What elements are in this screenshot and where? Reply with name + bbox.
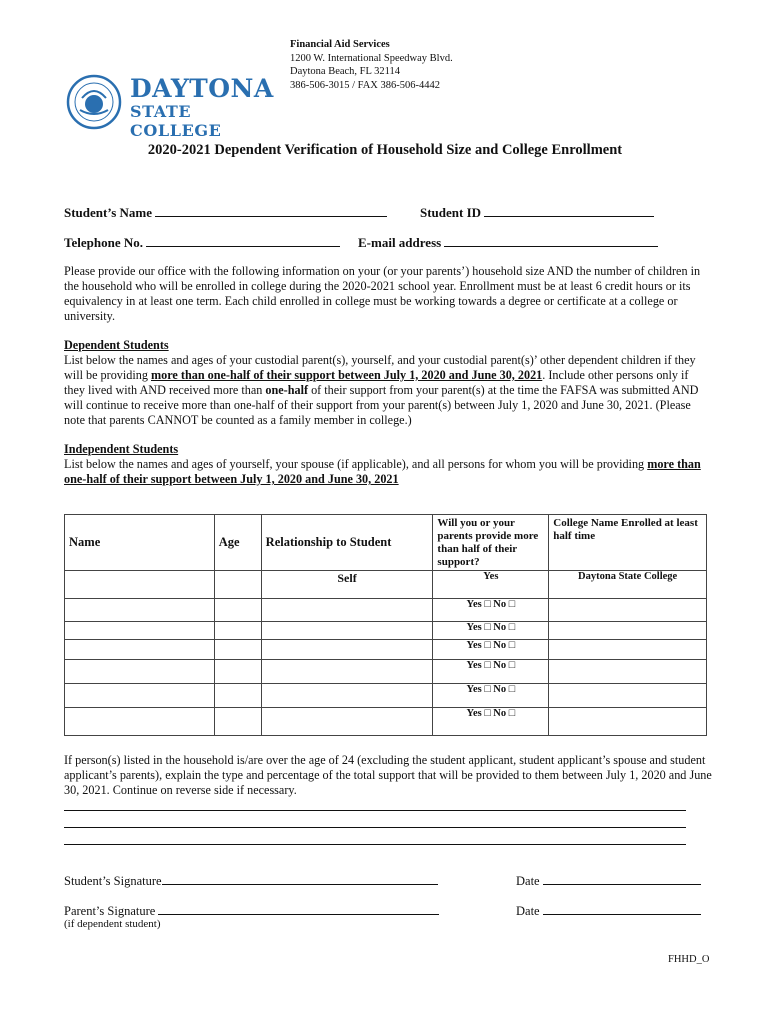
self-relationship: Self — [261, 571, 433, 599]
form-code: FHHD_O — [668, 954, 710, 965]
table-header-row — [65, 515, 707, 571]
over-24-paragraph: If person(s) listed in the household is/are over the age of 24 (excluding the student applicant, student applicant’s spouse and student applicant’s parents), explain the type and percentage of the total support that will be provided to them between July 1, 2020 and June 30, 2021. Continue on reverse side if necessary. — [64, 753, 712, 797]
intro-paragraph: Please provide our office with the following information on your (or your parents’) household size AND the number of children in the household who will be enrolled in college during the 2020-2021 school year. Enrollment must be at least 6 credit hours or its equivalency in at least one term. Each child enrolled in college must be working towards a degree or certificate at a college or university. — [64, 264, 701, 323]
table-row[interactable] — [65, 622, 707, 640]
independent-section: Independent Students List below the names and ages of yourself, your spouse (if applicable), and all persons for whom you will be providing more than one-half of their support between July 1, 2020 and June 30, 2021 — [64, 442, 701, 486]
logo-wordmark: DAYTONA — [130, 74, 274, 103]
independent-heading: Independent Students — [64, 442, 179, 456]
dependent-section: Dependent Students List below the names and ages of your custodial parent(s), yourself, and your custodial parent(s)’ other dependent children if they will be providing more than one-half of their support between July 1, 2020 and June 30, 2021. Include other persons only if they lived with AND received more than one-half of their support from your parent(s) at the time the FAFSA was submitted AND will continue to receive more than one-half of their support from your parent(s) between July 1, 2020 and June 30, 2021. (Please note that parents CANNOT be counted as a family member in college.) — [64, 338, 699, 427]
student-name-label: Student’s Name — [64, 205, 152, 220]
email-label: E-mail address — [358, 235, 442, 250]
college-logo — [66, 74, 286, 140]
office-dept: Financial Aid Services — [290, 39, 390, 50]
office-street: 1200 W. International Speedway Blvd. — [290, 52, 453, 64]
table-row[interactable] — [65, 708, 707, 736]
parent-signature-label: Parent’s Signature — [64, 904, 156, 918]
household-table — [64, 514, 707, 736]
email-field[interactable] — [358, 234, 658, 251]
col-relationship: Relationship to Student — [261, 515, 433, 571]
col-college: College Name Enrolled at least half time — [549, 515, 707, 571]
office-city: Daytona Beach, FL 32114 — [290, 66, 401, 77]
yes-no-checkbox[interactable]: Yes □ No □ — [433, 684, 549, 708]
logo-subtitle: STATE COLLEGE — [130, 102, 222, 140]
self-support: Yes — [433, 571, 549, 599]
student-id-field[interactable] — [420, 204, 654, 221]
col-name: Name — [65, 515, 215, 571]
table-row[interactable] — [65, 640, 707, 660]
dependent-heading: Dependent Students — [64, 338, 169, 352]
seal-icon — [66, 74, 128, 130]
yes-no-checkbox[interactable]: Yes □ No □ — [433, 708, 549, 736]
explanation-lines[interactable] — [64, 794, 686, 845]
office-address — [290, 38, 453, 92]
telephone-label: Telephone No. — [64, 235, 143, 250]
table-row[interactable] — [65, 571, 707, 599]
yes-no-checkbox[interactable]: Yes □ No □ — [433, 640, 549, 660]
parent-signature-field[interactable] — [64, 902, 439, 919]
yes-no-checkbox[interactable]: Yes □ No □ — [433, 660, 549, 684]
student-name-field[interactable] — [64, 204, 387, 221]
student-signature-field[interactable] — [64, 872, 438, 889]
student-signature-label: Student’s Signature — [64, 874, 162, 888]
parent-date-field[interactable] — [516, 902, 701, 919]
col-age: Age — [214, 515, 261, 571]
student-date-field[interactable] — [516, 872, 701, 889]
self-college: Daytona State College — [549, 571, 707, 599]
yes-no-checkbox[interactable]: Yes □ No □ — [433, 599, 549, 622]
parent-signature-note: (if dependent student) — [64, 918, 161, 930]
form-title: 2020-2021 Dependent Verification of Household Size and College Enrollment — [147, 142, 623, 158]
student-date-label: Date — [516, 874, 540, 888]
table-row[interactable] — [65, 599, 707, 622]
parent-date-label: Date — [516, 904, 540, 918]
yes-no-checkbox[interactable]: Yes □ No □ — [433, 622, 549, 640]
table-row[interactable] — [65, 684, 707, 708]
table-row[interactable] — [65, 660, 707, 684]
telephone-field[interactable] — [64, 234, 340, 251]
col-support: Will you or your parents provide more than half of their support? — [433, 515, 549, 571]
student-id-label: Student ID — [420, 205, 482, 220]
office-phone: 386-506-3015 / FAX 386-506-4442 — [290, 79, 441, 91]
